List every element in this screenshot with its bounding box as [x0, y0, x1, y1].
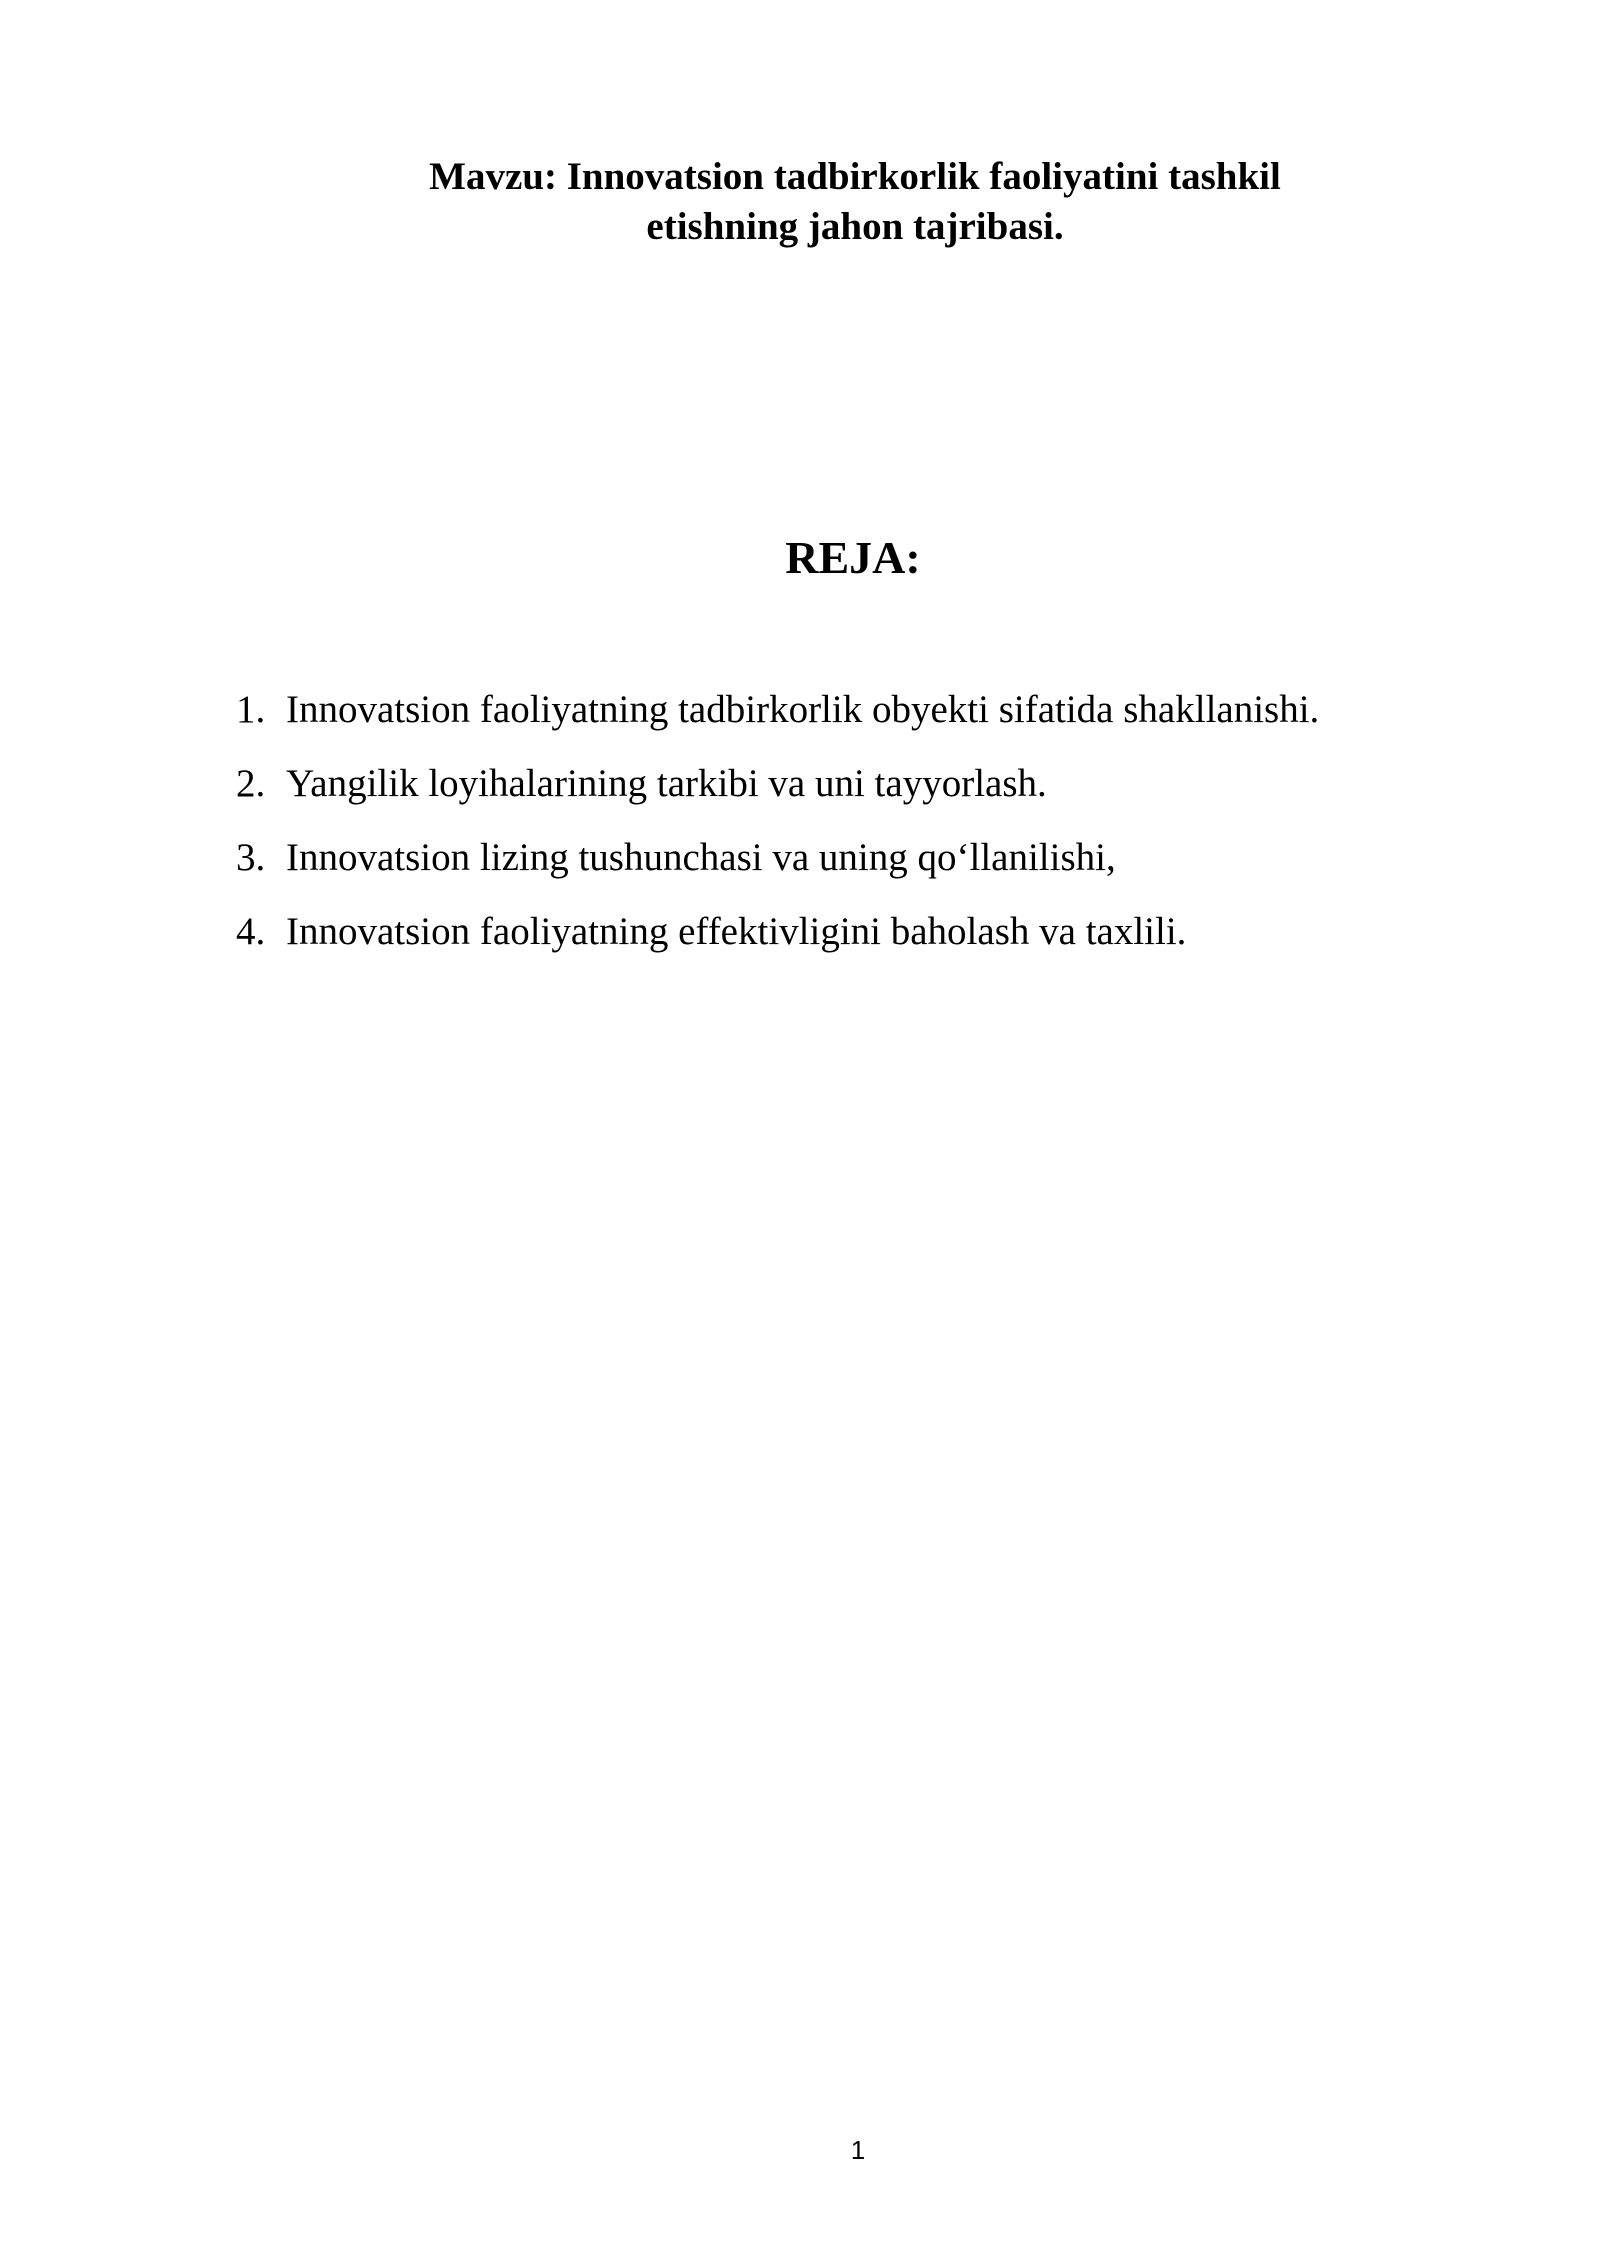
plan-item-1: [236, 685, 1536, 759]
plan-item-text: Yangilik loyihalarining tarkibi va uni tayyorlash.: [286, 762, 1047, 805]
title-line-2: etishning jahon tajribasi.: [646, 205, 1064, 248]
plan-heading: REJA:: [785, 532, 921, 583]
document-title: [360, 152, 1350, 252]
plan-item-text: Innovatsion faoliyatning tadbirkorlik obyekti sifatida shakllanishi.: [286, 688, 1320, 731]
plan-item-number: 3.: [236, 836, 266, 879]
plan-item-2: [236, 759, 1536, 833]
plan-item-text: Innovatsion lizing tushunchasi va uning qo‘llanilishi,: [286, 836, 1116, 879]
plan-list: [236, 685, 1536, 981]
page-number: 1: [850, 2135, 866, 2165]
plan-item-number: 4.: [236, 910, 266, 953]
plan-item-text: Innovatsion faoliyatning effektivligini baholash va taxlili.: [286, 910, 1187, 953]
plan-item-3: [236, 833, 1536, 907]
plan-item-number: 2.: [236, 762, 266, 805]
plan-item-number: 1.: [236, 688, 266, 731]
plan-item-4: [236, 907, 1536, 981]
title-line-1: Mavzu: Innovatsion tadbirkorlik faoliyatini tashkil: [429, 155, 1281, 198]
